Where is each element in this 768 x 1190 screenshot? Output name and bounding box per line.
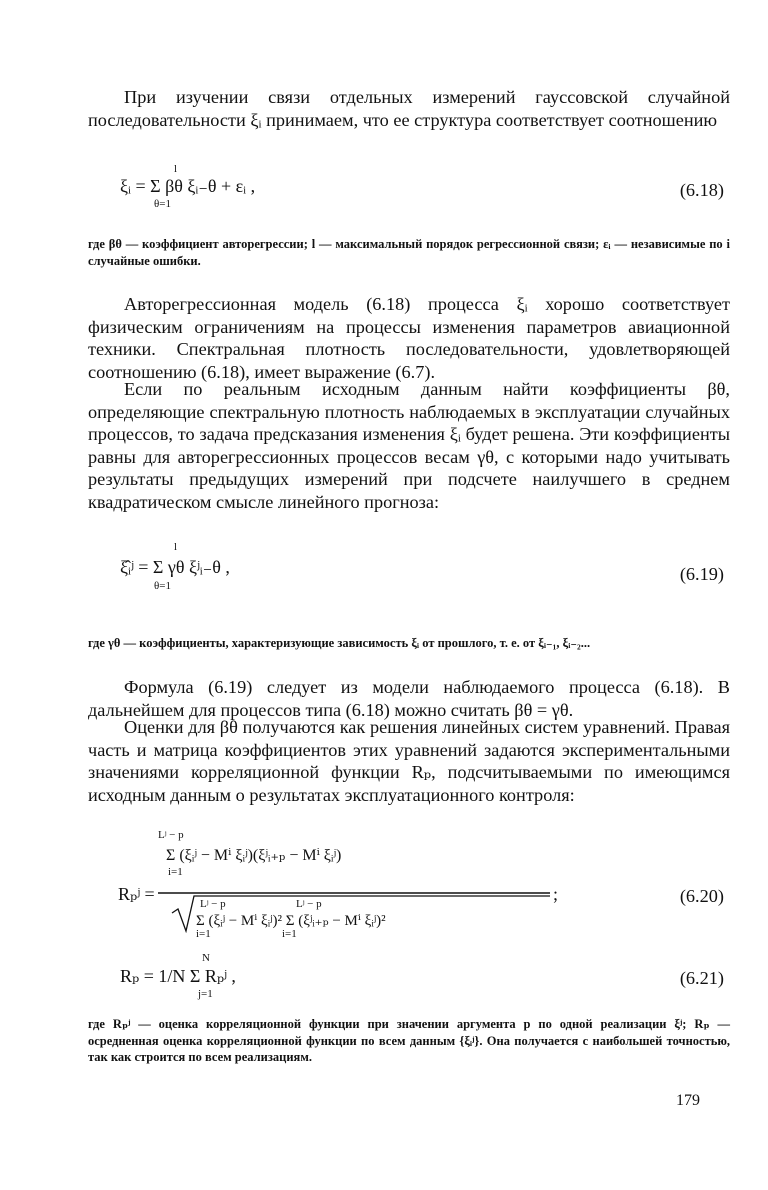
note-1: где βθ — коэффициент авторегрессии; l — максимальный порядок регрессионной связи; εᵢ — независимые по i случайные ошибки.	[88, 237, 730, 268]
formula-6-20-denominator: Σ (ξᵢʲ − Mⁱ ξᵢʲ)² Σ (ξʲᵢ₊ₚ − Mⁱ ξᵢʲ)²	[196, 913, 386, 929]
formula-6-18-lower: θ=1	[154, 198, 171, 210]
formula-6-18-body: ξᵢ = Σ βθ ξᵢ₋θ + εᵢ ,	[120, 176, 256, 196]
formula-6-19-lower: θ=1	[154, 580, 171, 592]
formula-6-20-num-upper: Lʲ − p	[158, 829, 184, 841]
equation-number-6-19: (6.19)	[679, 564, 724, 584]
formula-6-20-semicolon: ;	[553, 884, 559, 904]
equation-number-6-18: (6.18)	[679, 180, 724, 200]
formula-6-21-lower: j=1	[198, 988, 213, 1000]
formula-6-19-body: ξ̂ᵢʲ = Σ γθ ξʲᵢ₋θ ,	[120, 557, 230, 577]
formula-6-20-den-upper-2: Lʲ − p	[296, 898, 322, 910]
page-number: 179	[676, 1092, 700, 1109]
formula-6-20-numerator: Σ (ξᵢʲ − Mⁱ ξᵢʲ)(ξʲᵢ₊ₚ − Mⁱ ξᵢʲ)	[166, 847, 342, 864]
formula-6-20-lhs: Rₚʲ =	[118, 884, 155, 904]
note-2: где γθ — коэффициенты, характеризующие зависимость ξᵢ от прошлого, т. е. от ξᵢ₋₁, ξᵢ₋₂...	[88, 636, 591, 650]
formula-6-20-num-lower: i=1	[168, 866, 183, 878]
paragraph-1: При изучении связи отдельных измерений гауссовской случайной последовательности ξᵢ принимаем, что ее структура соответствует соотношению	[88, 87, 730, 130]
formula-6-20-den-lower-1: i=1	[196, 928, 211, 940]
formula-6-19-upper: l	[174, 541, 178, 553]
formula-6-18-upper: l	[174, 163, 178, 175]
paragraph-2: Авторегрессионная модель (6.18) процесса ξᵢ хорошо соответствует физическим ограничениям на процессы изменения параметров авиационной техники. Спектральная плотность последовательности, удовлетворяющей соотношению (6.18), имеет выражение (6.7).	[88, 294, 730, 382]
formula-6-20-den-lower-2: i=1	[282, 928, 297, 940]
note-3: где Rₚʲ — оценка корреляционной функции при значении аргумента p по одной реализации ξʲ; Rₚ — осредненная оценка корреляционной функции по всем данным {ξᵢʲ}. Она получается с наибольшей точностью, так как строится по всем реализациям.	[88, 1017, 730, 1064]
paragraph-5: Оценки для βθ получаются как решения линейных систем уравнений. Правая часть и матрица коэффициентов этих уравнений задаются экспериментальными значениями корреляционной функции Rₚ, подсчитываемыми по имеющимся исходным данным о результатах эксплуатационного контроля:	[88, 717, 730, 805]
paragraph-4: Формула (6.19) следует из модели наблюдаемого процесса (6.18). В дальнейшем для процессов типа (6.18) можно считать βθ = γθ.	[88, 677, 730, 720]
equation-number-6-20: (6.20)	[679, 886, 724, 906]
formula-6-21-body: Rₚ = 1/N Σ Rₚʲ ,	[120, 966, 236, 986]
paragraph-3: Если по реальным исходным данным найти коэффициенты βθ, определяющие спектральную плотность наблюдаемых в эксплуатации случайных процессов, то задача предсказания изменения ξᵢ будет решена. Эти коэффициенты равны для авторегрессионных процессов весам γθ, с которыми надо учитывать результаты предыдущих измерений при подсчете наилучшего в среднем квадратическом смысле линейного прогноза:	[88, 379, 730, 512]
formula-6-20-den-upper-1: Lʲ − p	[200, 898, 226, 910]
equation-number-6-21: (6.21)	[679, 968, 724, 988]
formula-6-21-upper: N	[202, 952, 210, 964]
